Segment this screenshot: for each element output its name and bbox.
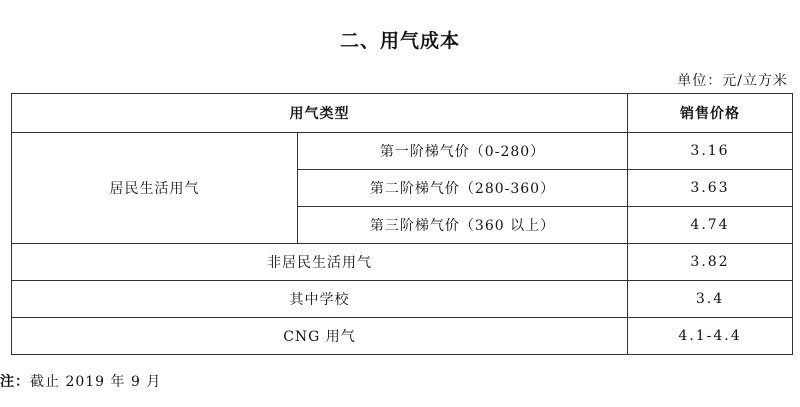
- table-header-row: [12, 94, 793, 133]
- unit-label: 单位：元/立方米: [677, 73, 788, 89]
- header-gas-type: 用气类型: [12, 94, 628, 133]
- table-row: [12, 281, 793, 318]
- footnote-text: 截止 2019 年 9 月: [30, 374, 162, 390]
- table-row: [12, 318, 793, 355]
- category-name-cell: 其中学校: [12, 281, 628, 318]
- tier-price-cell: 4.74: [628, 207, 793, 244]
- page-title: 二、用气成本: [339, 30, 460, 52]
- header-sale-price: 销售价格: [628, 94, 793, 133]
- residential-category-cell: 居民生活用气: [12, 133, 298, 244]
- table-row: [12, 244, 793, 281]
- tier-name-cell: 第二阶梯气价（280-360）: [298, 170, 628, 207]
- table-row: [12, 133, 793, 170]
- category-name-cell: CNG 用气: [12, 318, 628, 355]
- tier-price-cell: 3.63: [628, 170, 793, 207]
- footnote-label: 注：: [0, 374, 30, 390]
- tier-name-cell: 第三阶梯气价（360 以上）: [298, 207, 628, 244]
- category-price-cell: 3.82: [628, 244, 793, 281]
- category-price-cell: 4.1-4.4: [628, 318, 793, 355]
- tier-price-cell: 3.16: [628, 133, 793, 170]
- category-price-cell: 3.4: [628, 281, 793, 318]
- footnote: [0, 371, 161, 391]
- gas-price-table: [11, 93, 793, 355]
- category-name-cell: 非居民生活用气: [12, 244, 628, 281]
- tier-name-cell: 第一阶梯气价（0-280）: [298, 133, 628, 170]
